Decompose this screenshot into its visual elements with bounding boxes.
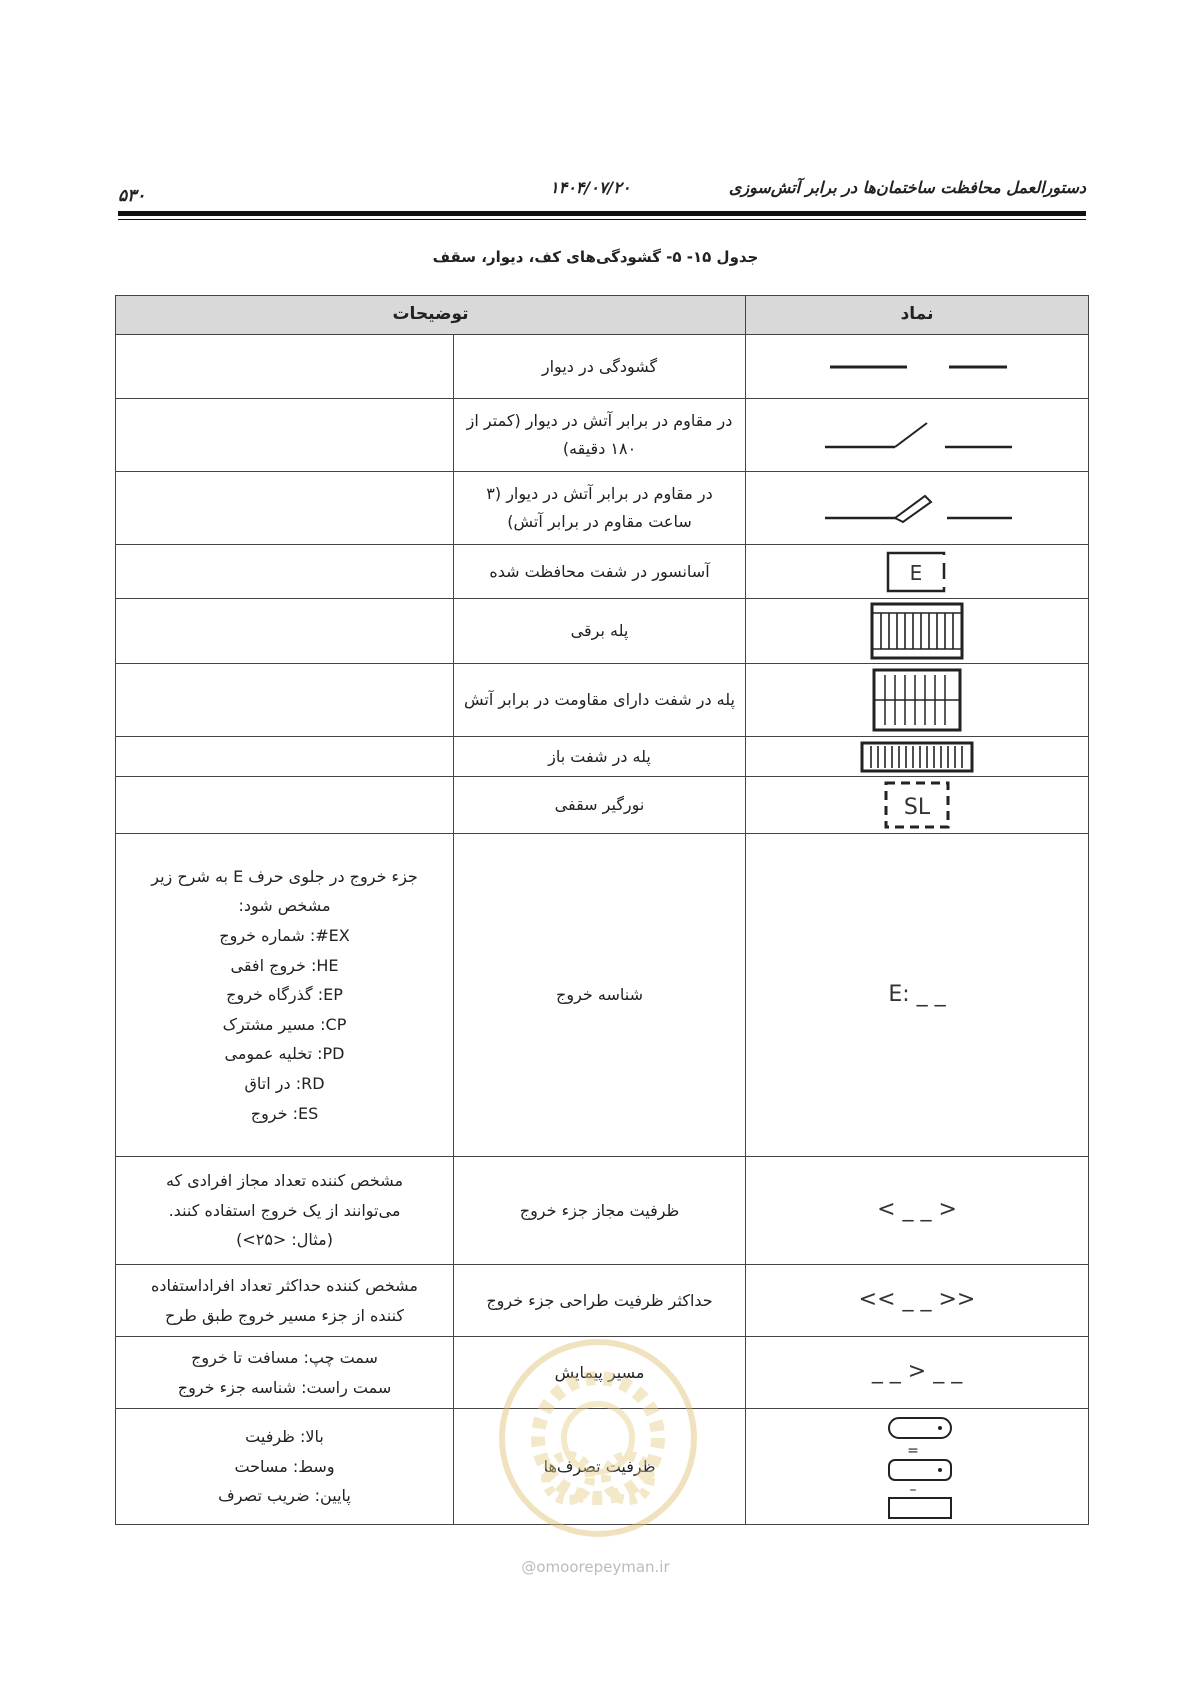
symbol-name: گشودگی در دیوار [454,335,746,399]
detail-line: مشخص کننده تعداد مجاز افرادی که [165,1171,404,1191]
detail-line: بالا: ظرفیت [245,1427,324,1447]
symbol-name: ظرفیت مجاز جزء خروج [454,1157,746,1265]
detail-line: مشخص کننده حداکثر تعداد افراداستفاده [151,1275,418,1295]
symbol-details [116,664,454,737]
symbol-cell [746,1265,1089,1337]
symbol-cell [746,1409,1089,1525]
symbol-cell [746,1337,1089,1409]
table-header-row [116,296,1089,335]
symbol-cell [746,737,1089,777]
header-title: دستورالعمل محافظت ساختمان‌ها در برابر آتش‌سوزی [728,178,1086,197]
exit-code-item: CP: مسیر مشترک [222,1014,347,1034]
symbol-details [116,545,454,599]
watermark-url-text: omoorepeyman.ir [536,1558,670,1576]
table-row [116,399,1089,472]
symbol-name: پله در شفت باز [454,737,746,777]
detail-line: سمت چپ: مسافت تا خروج [191,1347,378,1367]
symbol-cell [746,599,1089,664]
table-row [116,777,1089,834]
table-row [116,737,1089,777]
exit-code-meaning: تخلیه عمومی [224,1044,313,1064]
symbol-name: در مقاوم در برابر آتش در دیوار (کمتر از ۱۸۰ دقیقه) [454,399,746,472]
symbol-details [116,737,454,777]
exit-code-item: EP: گذرگاه خروج [226,985,343,1005]
travel-path-icon: _ _ > _ _ [871,1359,963,1385]
exit-codes-intro: جزء خروج در جلوی حرف E به شرح زیر مشخص شود: [151,866,418,916]
symbol-name: ظرفیت تصرف‌ها [454,1409,746,1525]
exit-code-meaning: شماره خروج [219,926,305,946]
max-design-capacity-icon: << _ _ >> [858,1287,976,1313]
exit-code-meaning: مسیر مشترک [222,1014,316,1034]
symbol-details [116,599,454,664]
symbol-cell [746,545,1089,599]
header-date: ۱۴۰۴/۰۷/۲۰ [550,178,631,197]
exit-code-item: RD: در اتاق [244,1073,325,1093]
exit-code: CP [325,1014,347,1034]
symbol-cell [746,399,1089,472]
detail-line: کننده از جزء مسیر خروج طبق طرح [164,1305,405,1325]
exit-code-meaning: در اتاق [244,1073,291,1093]
opening-in-wall-icon [822,357,1012,377]
page-number: ۵۳۰ [118,186,146,206]
symbol-cell [746,777,1089,834]
detail-line: می‌توانند از یک خروج استفاده کنند. [168,1200,401,1220]
occupant-load-icon [877,1414,957,1520]
symbol-name: شناسه خروج [454,834,746,1157]
fire-door-under-180-icon [817,415,1017,455]
symbol-cell [746,335,1089,399]
symbol-cell [746,664,1089,737]
symbol-details [116,1337,454,1409]
table-row [116,599,1089,664]
detail-line: سمت راست: شناسه جزء خروج [177,1377,392,1397]
table-row [116,335,1089,399]
symbol-details [116,472,454,545]
symbol-details [116,335,454,399]
col-symbol-header: نماد [746,296,1089,335]
exit-code: EP [323,985,343,1005]
symbol-cell [746,1157,1089,1265]
exit-id-icon: E: _ _ [888,981,946,1007]
symbol-name: در مقاوم در برابر آتش در دیوار (۳ ساعت مقاوم در برابر آتش) [454,472,746,545]
symbols-table [115,295,1089,1525]
detail-line: وسط: مساحت [234,1456,335,1476]
symbol-name: پله برقی [454,599,746,664]
exit-code: RD [301,1073,325,1093]
header-rule [118,211,1086,216]
elevator-label: E [909,560,923,585]
symbol-details [116,777,454,834]
exit-capacity-icon: < _ _ > [877,1197,957,1223]
table-row [116,1409,1089,1525]
stair-fire-shaft-icon [871,667,963,733]
fire-door-3h-icon [817,488,1017,528]
exit-code-item: HE: خروج افقی [230,955,339,975]
equals-mark: = [907,1442,919,1459]
symbol-name: آسانسور در شفت محافظت شده [454,545,746,599]
table-row [116,1157,1089,1265]
skylight-icon [881,779,953,831]
elevator-icon [882,549,952,595]
exit-code-meaning: گذرگاه خروج [226,985,313,1005]
exit-code-item: EX#: شماره خروج [219,926,350,946]
detail-line: پایین: ضریب تصرف [218,1486,351,1506]
escalator-icon [869,601,965,661]
header-rule-thin [118,219,1086,220]
table-caption: جدول ۱۵- ۵- گشودگی‌های کف، دیوار، سقف [432,248,759,266]
exit-code: EX# [315,926,350,946]
symbol-cell [746,834,1089,1157]
exit-code-meaning: خروج [250,1103,288,1123]
exit-code-meaning: خروج افقی [230,955,306,975]
table-row [116,834,1089,1157]
symbol-name: حداکثر ظرفیت طراحی جزء خروج [454,1265,746,1337]
skylight-label: SL [903,795,931,820]
table-row [116,1265,1089,1337]
table-row [116,545,1089,599]
symbol-name: پله در شفت دارای مقاومت در برابر آتش [454,664,746,737]
detail-line: (مثال: <۲۵>) [236,1230,333,1250]
dash-mark: – [909,1481,917,1498]
table-row [116,664,1089,737]
col-description-header: توضیحات [116,296,746,335]
symbol-details [116,1265,454,1337]
symbol-details [116,1157,454,1265]
table-row [116,472,1089,545]
watermark-url: @omoorepeyman.ir [521,1558,670,1576]
exit-code: PD [322,1044,345,1064]
exit-code-item: PD: تخلیه عمومی [224,1044,345,1064]
symbol-name: نورگیر سقفی [454,777,746,834]
symbol-cell [746,472,1089,545]
symbol-details [116,1409,454,1525]
stair-open-shaft-icon [859,740,975,774]
symbol-details [116,834,454,1157]
exit-code: HE [316,955,339,975]
running-header [118,176,1086,206]
table-row [116,1337,1089,1409]
exit-code: ES [298,1103,319,1123]
symbol-name: مسیر پیمایش [454,1337,746,1409]
exit-code-item: ES: خروج [250,1103,319,1123]
symbol-details [116,399,454,472]
